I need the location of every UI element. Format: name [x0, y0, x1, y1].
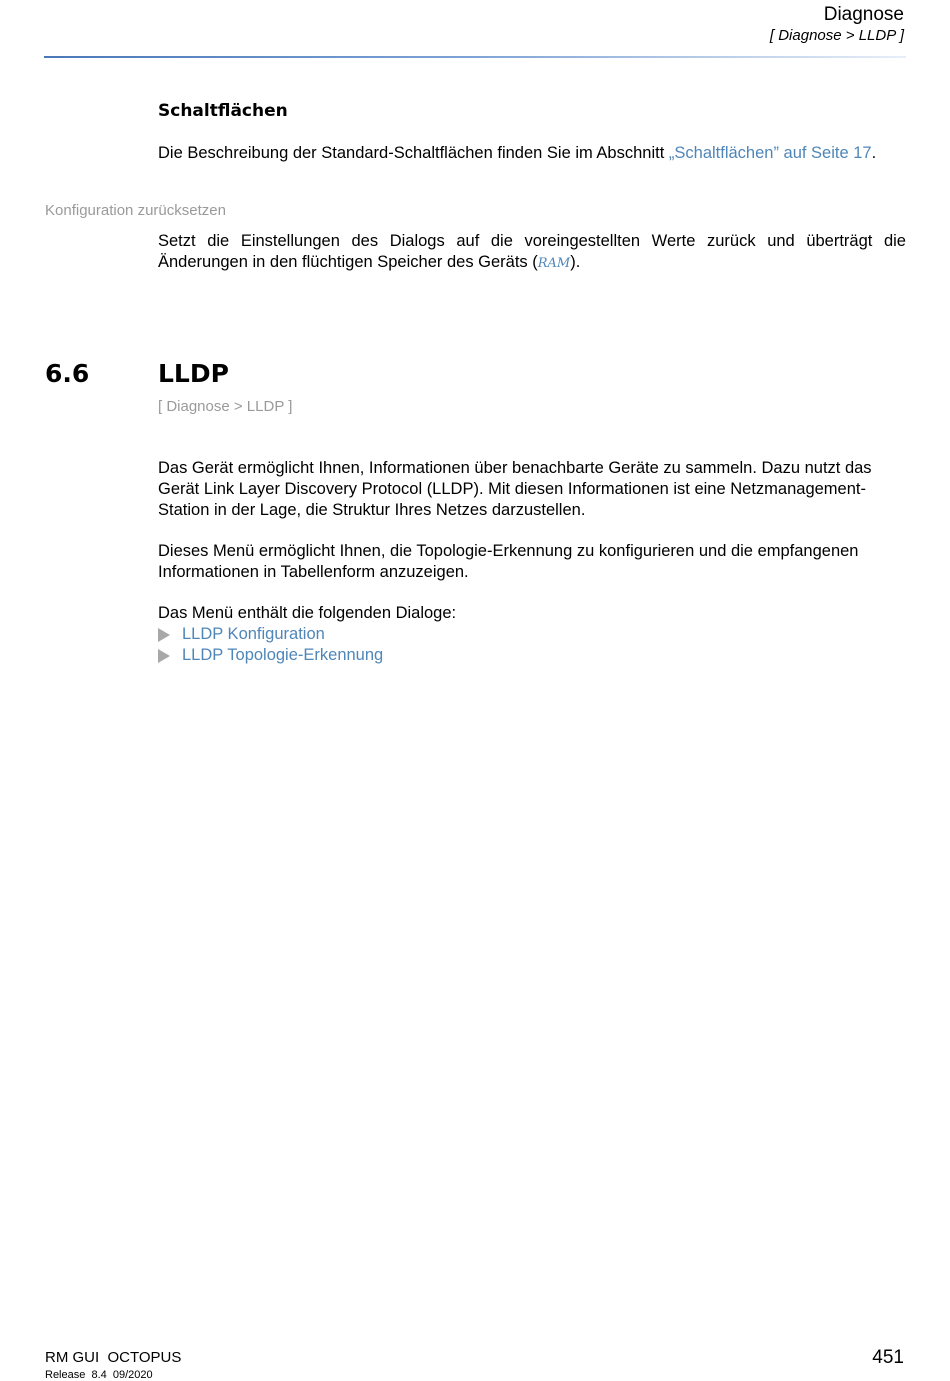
footer-release: Release 8.4 09/2020 — [45, 1369, 153, 1381]
buttons-paragraph — [158, 143, 906, 164]
lldp-config-link[interactable]: LLDP Konfiguration — [182, 625, 325, 643]
reset-text: Setzt die Einstellungen des Dialogs auf die voreingestellten Werte zurück und überträgt die Änderungen in den flüchtigen Speicher des Geräts ( — [158, 232, 906, 271]
list-item[interactable] — [158, 624, 383, 645]
lldp-paragraph-1: Das Gerät ermöglicht Ihnen, Informationen über benachbarte Geräte zu sammeln. Dazu nutzt das Gerät Link Layer Discovery Protocol (LLDP). Mit diesen Informationen ist eine Netzmanagement-Station in der Lage, die Struktur Ihres Netzes darzustellen. — [158, 459, 872, 519]
ram-code: RAM — [537, 256, 571, 271]
section-path: [ Diagnose > LLDP ] — [158, 398, 293, 415]
buttons-heading: Schaltflächen — [158, 101, 288, 121]
triangle-bullet-icon — [158, 628, 170, 642]
reset-text-end: ). — [570, 253, 581, 271]
list-item[interactable] — [158, 645, 383, 666]
footer-product: RM GUI OCTOPUS — [45, 1349, 182, 1366]
page-number: 451 — [872, 1347, 904, 1368]
reset-label: Konfiguration zurücksetzen — [45, 202, 226, 219]
buttons-link[interactable]: „Schaltflächen” auf Seite 17 — [668, 144, 872, 162]
header-rule — [44, 56, 906, 58]
reset-paragraph — [158, 231, 906, 274]
triangle-bullet-icon — [158, 649, 170, 663]
section-title: LLDP — [158, 359, 229, 388]
header-path: [ Diagnose > LLDP ] — [769, 27, 904, 44]
header-title: Diagnose — [823, 4, 904, 25]
lldp-paragraph-3: Das Menü enthält die folgenden Dialoge: — [158, 604, 457, 622]
lldp-topology-link[interactable]: LLDP Topologie-Erkennung — [182, 646, 384, 664]
lldp-paragraph-2: Dieses Menü ermöglicht Ihnen, die Topologie-Erkennung zu konfigurieren und die empfangenen Informationen in Tabellenform anzuzeigen. — [158, 542, 859, 581]
buttons-text-end: . — [871, 144, 877, 162]
dialog-list — [158, 624, 383, 666]
buttons-text: Die Beschreibung der Standard-Schaltflächen finden Sie im Abschnitt — [158, 144, 669, 162]
section-number: 6.6 — [45, 359, 90, 388]
